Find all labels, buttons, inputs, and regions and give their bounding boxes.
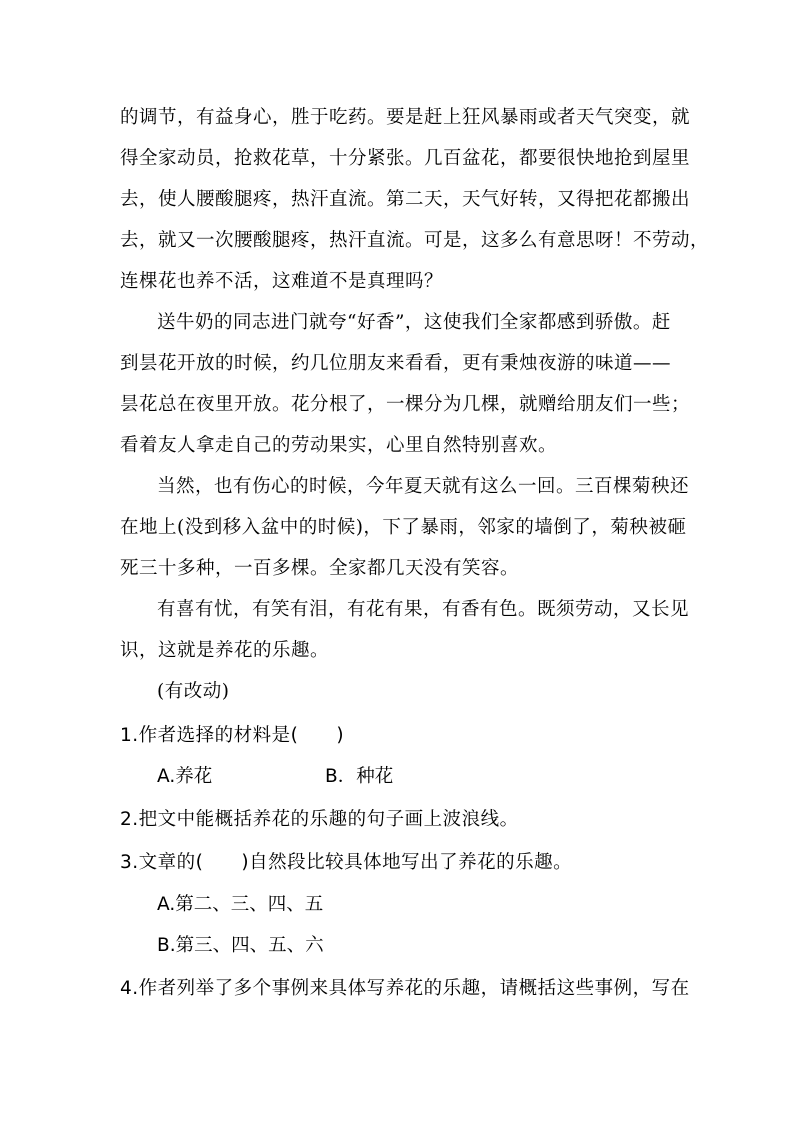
question-3: 3.文章的( )自然段比较具体地写出了养花的乐趣。 (120, 852, 573, 873)
passage-line: 连棵花也养不活，这难道不是真理吗？ (120, 271, 444, 292)
question-2: 2.把文中能概括养花的乐趣的句子画上波浪线。 (120, 809, 519, 830)
passage-line: 的调节，有益身心，胜于吃药。要是赶上狂风暴雨或者天气突变，就 (120, 107, 691, 128)
q3-option-a: A.第二、三、四、五 (157, 894, 324, 915)
passage-line: 死三十多种，一百多棵。全家都几天没有笑容。 (120, 558, 520, 579)
passage-line: 昙花总在夜里开放。花分根了，一棵分为几棵，就赠给朋友们一些； (120, 394, 691, 415)
passage-line: 送牛奶的同志进门就夸“好香”，这使我们全家都感到骄傲。赶 (157, 312, 671, 333)
passage-line: 去，就又一次腰酸腿疼，热汗直流。可是，这多么有意思呀！不劳动， (120, 230, 710, 251)
passage-line: 得全家动员，抢救花草，十分紧张。几百盆花，都要很快地抢到屋里 (120, 148, 691, 169)
passage-line: 当然，也有伤心的时候，今年夏天就有这么一回。三百棵菊秧还 (157, 476, 690, 497)
passage-line: 看着友人拿走自己的劳动果实，心里自然特别喜欢。 (120, 435, 558, 456)
q3-option-b: B.第三、四、五、六 (157, 935, 324, 956)
q1-option-b: B．种花 (325, 766, 394, 787)
q1-option-a: A.养花 (157, 766, 213, 787)
question-4: 4.作者列举了多个事例来具体写养花的乐趣，请概括这些事例，写在 (120, 978, 690, 999)
passage-line: 识，这就是养花的乐趣。 (120, 640, 330, 661)
passage-line: 有喜有忧，有笑有泪，有花有果，有香有色。既须劳动，又长见 (157, 599, 690, 620)
question-1: 1.作者选择的材料是( ) (120, 725, 345, 746)
passage-line: 到昙花开放的时候，约几位朋友来看看，更有秉烛夜游的味道—— (120, 353, 672, 374)
source-note: (有改动) (157, 681, 230, 702)
passage-line: 在地上(没到移入盆中的时候)，下了暴雨，邻家的墙倒了，菊秧被砸 (120, 517, 687, 538)
passage-line: 去，使人腰酸腿疼，热汗直流。第二天，天气好转，又得把花都搬出 (120, 189, 691, 210)
